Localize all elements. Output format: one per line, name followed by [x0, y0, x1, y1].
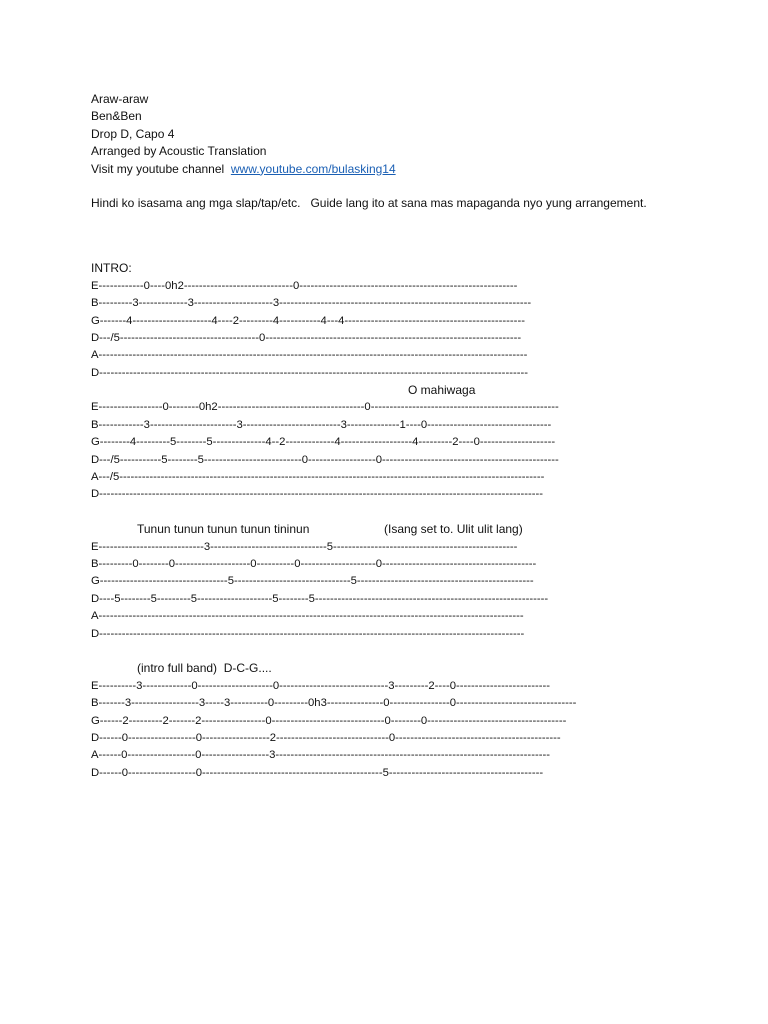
tab-line: G------2---------2-------2-----------------0------------------------------0--------0-------------------------------------	[91, 714, 567, 727]
tab-line: A------0------------------0------------------3-------------------------------------------------------------------------	[91, 749, 551, 762]
artist-name: Ben&Ben	[91, 109, 142, 124]
youtube-line	[91, 161, 731, 178]
tab-line: G--------4---------5--------5--------------4--2-------------4-------------------4---------2----0--------------------	[91, 436, 556, 449]
tuning-info: Drop D, Capo 4	[91, 126, 175, 141]
tab-line: G-------4---------------------4----2---------4-----------4---4------------------------------------------------	[91, 314, 525, 327]
tab-line: B---------3-------------3---------------------3-------------------------------------------------------------------	[91, 297, 532, 310]
tab-line: B-------3------------------3-----3----------0---------0h3---------------0----------------0--------------------------------	[91, 697, 577, 710]
section2-tab	[91, 399, 731, 503]
tab-line: G----------------------------------5-------------------------------5-----------------------------------------------	[91, 575, 534, 588]
tab-line: E----------3-------------0--------------------0-----------------------------3---------2----0-------------------------	[91, 679, 551, 692]
tab-line: A------------------------------------------------------------------------------------------------------------------	[91, 349, 528, 362]
tab-line: E----------------------------3-------------------------------5-------------------------------------------------	[91, 540, 518, 553]
tab-line: D------0------------------0------------------2------------------------------0--------------------------------------------	[91, 731, 561, 744]
section3-tab	[91, 539, 731, 643]
intro-tab	[91, 278, 731, 382]
arrangement-note: Hindi ko isasama ang mga slap/tap/etc. Guide lang ito at sana mas mapaganda nyo yung arrangement.	[91, 195, 647, 210]
tab-line: D------------------------------------------------------------------------------------------------------------------	[91, 366, 529, 379]
visit-label: Visit my youtube channel	[91, 161, 225, 176]
lyric-line	[91, 660, 731, 677]
tab-line: D---/5-------------------------------------0--------------------------------------------------------------------	[91, 331, 522, 344]
lyric-note: (Isang set to. Ulit ulit lang)	[384, 522, 523, 537]
intro-label: INTRO:	[91, 261, 132, 276]
tab-line: B---------0--------0--------------------0----------0--------------------0-----------------------------------------	[91, 557, 537, 570]
lyric-text: (intro full band) D-C-G....	[137, 661, 272, 676]
tab-document	[91, 91, 731, 782]
tab-line: D-----------------------------------------------------------------------------------------------------------------	[91, 627, 525, 640]
arranger-credit: Arranged by Acoustic Translation	[91, 144, 267, 159]
lyric-text: Tunun tunun tunun tunun tininun	[137, 522, 310, 537]
song-header	[91, 91, 731, 178]
tab-line: A-----------------------------------------------------------------------------------------------------------------	[91, 610, 524, 623]
tab-line: D------0------------------0------------------------------------------------5-----------------------------------------	[91, 766, 544, 779]
tab-line: E------------0----0h2-----------------------------0----------------------------------------------------------	[91, 279, 518, 292]
tab-line: D----------------------------------------------------------------------------------------------------------------------	[91, 488, 544, 501]
lyric-line	[91, 382, 731, 399]
tab-line: E-----------------0--------0h2---------------------------------------0--------------------------------------------------	[91, 401, 559, 414]
tab-line: D----5--------5---------5--------------------5--------5--------------------------------------------------------------	[91, 592, 549, 605]
lyric-text: O mahiwaga	[408, 383, 476, 398]
youtube-channel-link[interactable]: www.youtube.com/bulasking14	[230, 161, 396, 176]
song-title: Araw-araw	[91, 92, 149, 106]
tab-line: D---/5-----------5--------5--------------------------0------------------0-----------------------------------------------	[91, 453, 559, 466]
tab-line: A---/5-----------------------------------------------------------------------------------------------------------------	[91, 471, 545, 484]
lyric-line	[91, 521, 731, 538]
section4-tab	[91, 678, 731, 782]
tab-line: B------------3-----------------------3--------------------------3--------------1----0---------------------------------	[91, 418, 552, 431]
